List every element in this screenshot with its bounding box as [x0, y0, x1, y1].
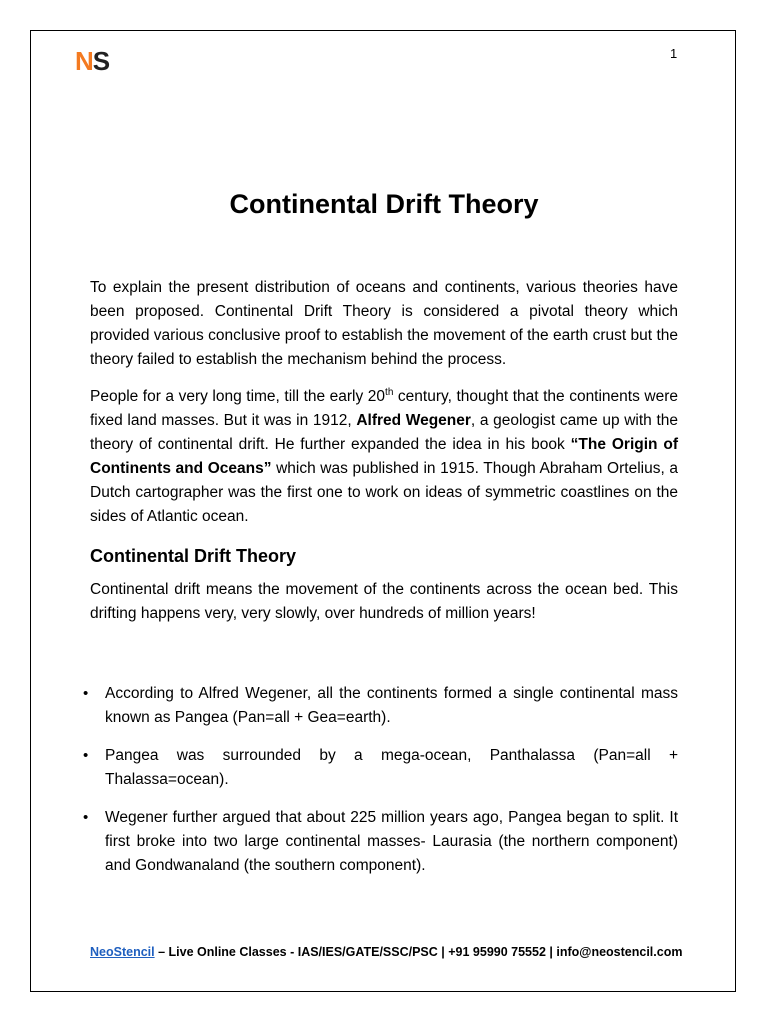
list-item-text: Pangea was surrounded by a mega-ocean, Panthalassa (Pan=all + Thalassa=ocean). [105, 747, 678, 788]
definition-paragraph: Continental drift means the movement of the continents across the ocean bed. This drifting happens very, very slowly, over hundreds of million years! [90, 581, 678, 622]
page-title: Continental Drift Theory [229, 189, 539, 219]
list-item-text: Wegener further argued that about 225 million years ago, Pangea began to split. It first broke into two large continental masses- Laurasia (the northern component) and Gondwanaland (the southern component). [105, 809, 678, 874]
bullet-icon: • [83, 809, 89, 826]
neostencil-logo [75, 46, 109, 76]
history-text-part2: century, thought that the continents were fixed land masses. But it was in 1912, [90, 388, 678, 429]
history-paragraph [90, 385, 678, 529]
section-heading: Continental Drift Theory [90, 546, 296, 566]
bullet-icon: • [83, 685, 89, 702]
page-footer [90, 942, 683, 962]
page-number: 1 [670, 46, 678, 61]
intro-paragraph: To explain the present distribution of oceans and continents, various theories have been proposed. Continental Drift Theory is considered a pivotal theory which provided various conclusive proof to establish the movement of the earth crust but the theory failed to establish the mechanism behind the process. [90, 279, 678, 368]
list-item-text: According to Alfred Wegener, all the continents formed a single continental mass known as Pangea (Pan=all + Gea=earth). [105, 685, 678, 726]
neostencil-link[interactable]: NeoStencil [90, 945, 155, 959]
list-item [70, 682, 678, 730]
list-item [70, 744, 678, 792]
history-text-part4: which was published in 1915. Though Abraham Ortelius, a Dutch cartographer was the first one to work on ideas of symmetric coastlines on the sides of Atlantic ocean. [90, 460, 678, 525]
wegener-name: Alfred Wegener [356, 412, 471, 429]
footer-contact-text: – Live Online Classes - IAS/IES/GATE/SSC/PSC | +91 95990 75552 | info@neostencil.com [154, 945, 683, 959]
list-item [70, 806, 678, 878]
bullet-icon: • [83, 747, 89, 764]
logo-letter-s: S [92, 46, 110, 76]
history-text-part3: , a geologist came up with the theory of continental drift. He further expanded the idea in his book [90, 412, 678, 453]
superscript-th: th [385, 386, 394, 398]
logo-letter-n: N [75, 46, 93, 76]
bullet-list [70, 682, 678, 892]
book-title: “The Origin of Continents and Oceans” [90, 436, 678, 477]
history-text-part1: People for a very long time, till the early 20 [90, 388, 386, 405]
